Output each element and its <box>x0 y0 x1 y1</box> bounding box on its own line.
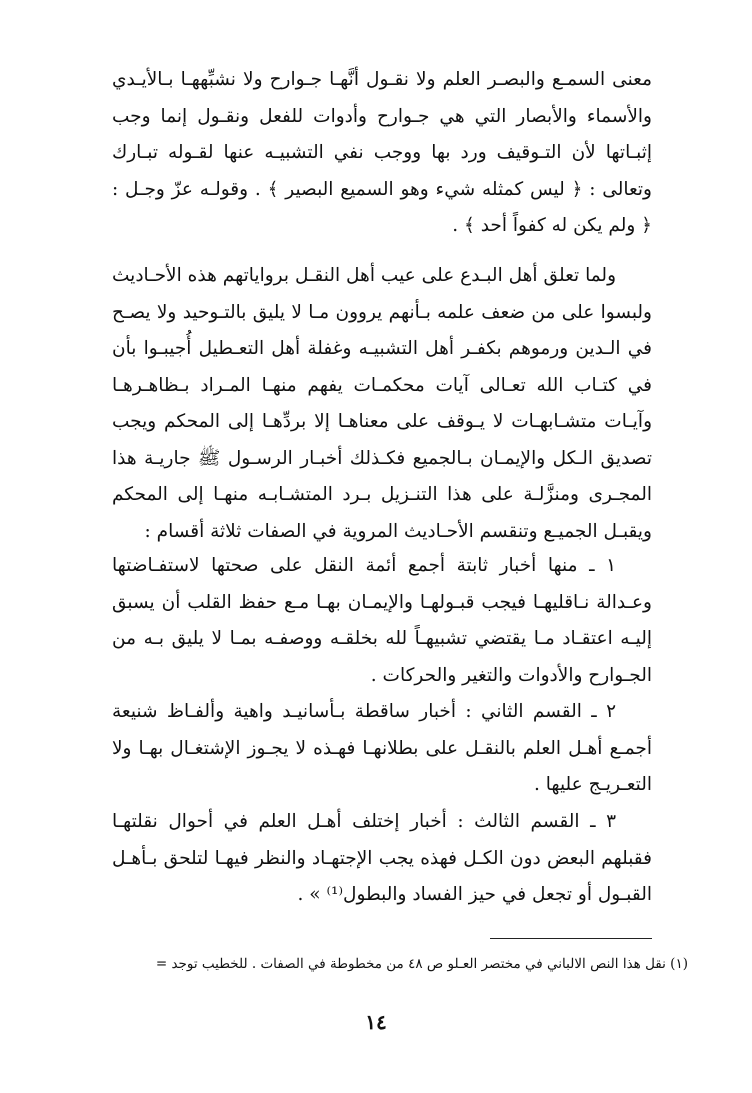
footnote: (١) نقل هذا النص الالباني في مختصر العـلو ص ٤٨ من مخطوطة في الصفات . للخطيب توجد = <box>155 956 688 972</box>
footnote-divider <box>490 938 652 939</box>
paragraph-intro: معنى السمـع والبصـر العلم ولا نقـول أنَّهـا جـوارح ولا نشبِّههـا بـالأيـدي والأسماء والأبصار التي هي جـوارح وأدوات للفعل ونقـول إنما وجب إثبـاتها لأن التـوقيف ورد بها ووجب نفي التشبيـه عنها لقـوله تبـارك وتعالى : ﴿ ليس كمثله شيء وهو السميع البصير ﴾ . وقولـه عزّ وجـل : ﴿ ولم يكن له كفواً أحد ﴾ . <box>112 69 652 236</box>
paragraph-section-3: ٣ ـ القسم الثالث : أخبار إختلف أهـل العلم في أحوال نقلتهـا فقبلهم البعض دون الكـل فهذه يجب الإجتهـاد والنظر فيهـا لتلحق بـأهـل القبـول أو تجعل في حيز الفساد والبطول⁽¹⁾ » . <box>112 811 652 905</box>
paragraph-main: ولما تعلق أهل البـدع على عيب أهل النقـل برواياتهم هذه الأحـاديث ولبسوا على من ضعف علمه بـأنهم يروون مـا لا يليق بالتـوحيد ولا يصـح في الـدين ورموهم بكفـر أهل التشبيـه وغفلة أهل التعـطيل أُجيبـوا بأن في كتـاب الله تعـالى آيات محكمـات يفهم منهـا المـراد بـظاهـرهـا وآيـات متشـابهـات لا يـوقف على معناهـا إلا بردِّهـا إلى المحكم ويجب تصديق الـكل والإيمـان بـالجميع فكـذلك أخبـار الرسـول ﷺ جاريـة هذا المجـرى ومنزَّلـة على هذا التنـزيل بـرد المتشـابـه منهـا إلى المحكم ويقبـل الجميـع وتنقسم الأحـاديث المروية في الصفات ثلاثة أقسام : <box>112 265 652 542</box>
paragraph-section-1: ١ ـ منها أخبار ثابتة أجمع أئمة النقل على صحتها لاستفـاضتها وعـدالة نـاقليهـا فيجب قبـولهـا والإيمـان بهـا مـع حفظ القلب أن يسبق إليـه اعتقـاد مـا يقتضي تشبيهـاً لله بخلقـه ووصفـه بمـا لا يليق بـه من الجـوارح والأدوات والتغير والحركات . <box>112 555 652 686</box>
paragraph-section-2: ٢ ـ القسم الثاني : أخبار ساقطة بـأسانيـد واهية وألفـاظ شنيعة أجمـع أهـل العلم بالنقـل على بطلانهـا فهـذه لا يجـوز الإشتغـال بهـا ولا التعـريـج عليها . <box>112 701 652 795</box>
page-number: ١٤ <box>365 1010 387 1034</box>
